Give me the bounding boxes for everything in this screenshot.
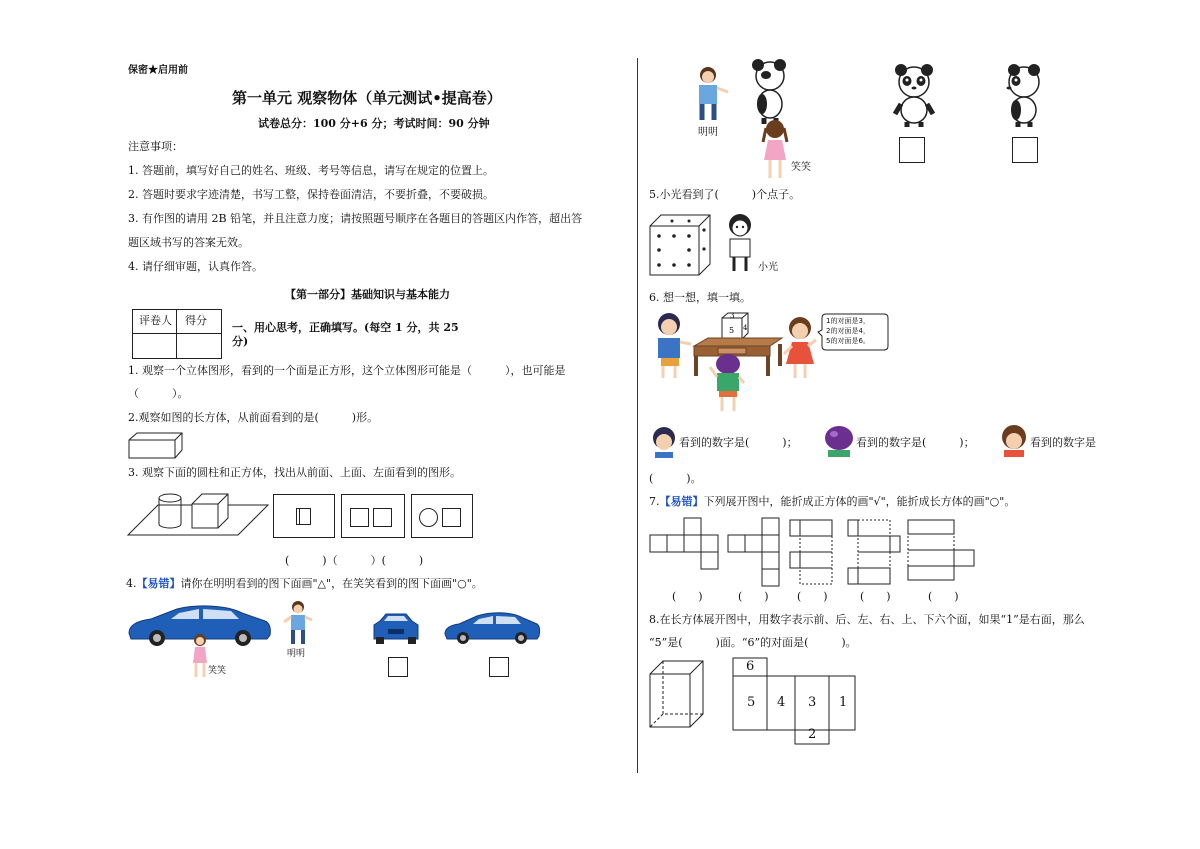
net-face-6: 6: [746, 659, 755, 674]
xiaoxiao-girl-image: [760, 118, 790, 180]
note-item: 4. 请仔细审题，认真作答。: [128, 260, 263, 273]
section1-title-cont: 分): [232, 335, 249, 348]
question-4-number: 4.: [126, 577, 137, 590]
mingming-boy-image: [690, 66, 730, 122]
q6-seen-purple: 看到的数字是( )；: [856, 436, 975, 449]
cuboid-transparent-figure: [649, 660, 705, 728]
answer-box[interactable]: [899, 137, 925, 163]
xiaoxiao-label: 笑笑: [208, 666, 227, 676]
boy-purple-cap-image: [708, 353, 746, 415]
panda-side-image: [1002, 64, 1046, 128]
q7-blank: ( ): [860, 590, 891, 603]
question-7: [649, 494, 1015, 510]
dotted-cube-image: [649, 214, 711, 276]
view-option-3: [411, 494, 473, 538]
net-face-2: 2: [808, 727, 817, 742]
girl-avatar-icon: [998, 424, 1030, 458]
note-item: 题区域书写的答案无效。: [128, 236, 249, 249]
cube-face-top: 3: [730, 312, 735, 320]
net-face-4: 4: [777, 695, 786, 710]
panda-side-image: [748, 60, 790, 126]
exam-info: 试卷总分：100 分+6 分；考试时间：90 分钟: [258, 117, 490, 130]
q6-seen-boy: 看到的数字是( )；: [679, 436, 798, 449]
score-table: [132, 309, 222, 359]
question-7-number: 7.: [649, 495, 660, 508]
mingming-boy-image: [283, 600, 313, 646]
q7-blank: ( ): [738, 590, 769, 603]
answer-box[interactable]: [388, 657, 408, 677]
question-4: [126, 576, 483, 592]
error-prone-tag: 【易错】: [659, 495, 704, 508]
cuboid-figure: [128, 432, 184, 460]
score-table-score: 得分: [185, 314, 207, 327]
xiaoguang-boy-image: [722, 213, 758, 275]
question-8: 8.在长方体展开图中，用数字表示前、后、左、右、上、下六个面，如果“1”是右面，那么: [649, 613, 1085, 626]
question-7-text: 下列展开图中，能折成正方体的画"√"，能折成长方体的画"○"。: [703, 495, 1016, 508]
notes-heading: 注意事项：: [128, 140, 183, 153]
confidential-mark: 保密★启用前: [128, 65, 188, 76]
part1-heading: 【第一部分】基础知识与基本能力: [285, 288, 450, 301]
mingming-label: 明明: [698, 127, 718, 138]
question-8-cont: “5”是( )面。“6”的对面是( )。: [649, 636, 857, 649]
bubble-line: 2的对面是4，: [826, 327, 870, 335]
question-1-cont: （ ）。: [128, 387, 189, 400]
note-item: 3. 有作图的请用 2B 铅笔，并且注意力度；请按照题号顺序在各题目的答题区内作答，超出答: [128, 212, 583, 225]
view-option-2: [341, 494, 405, 538]
question-5: 5.小光看到了( )个点子。: [649, 188, 801, 201]
cylinder-cube-figure: [128, 490, 268, 538]
page-title: 第一单元 观察物体（单元测试•提高卷）: [232, 89, 502, 107]
column-divider: [637, 58, 638, 773]
q6-seen-girl: 看到的数字是: [1030, 436, 1096, 449]
car-front-image: [372, 613, 420, 645]
score-table-reviewer: 评卷人: [139, 314, 172, 327]
speech-bubble-text: [826, 316, 870, 346]
question-3: 3. 观察下面的圆柱和正方体，找出从前面、上面、左面看到的图形。: [128, 466, 461, 479]
boy-avatar-icon: [649, 426, 679, 458]
question-4-text: 请你在明明看到的图下面画"△"，在笑笑看到的图下面画"○"。: [180, 577, 483, 590]
error-prone-tag: 【易错】: [136, 577, 181, 590]
net-face-labels: [733, 658, 857, 744]
note-item: 1. 答题前，填写好自己的姓名、班级、考号等信息，请写在规定的位置上。: [128, 164, 494, 177]
question-1: 1. 观察一个立体图形，看到的一个面是正方形，这个立体图形可能是（ ），也可能是: [128, 364, 566, 377]
panda-front-image: [890, 64, 938, 128]
mingming-label: 明明: [287, 649, 306, 659]
bubble-line: 1的对面是3，: [826, 317, 870, 325]
unfold-nets-figure: [650, 518, 980, 588]
cube-face-right: 4: [743, 324, 748, 332]
xiaoxiao-label: 笑笑: [791, 162, 811, 173]
q7-blank: ( ): [928, 590, 959, 603]
answer-box[interactable]: [489, 657, 509, 677]
girl-red-dress-image: [780, 316, 820, 382]
view-option-1: [273, 494, 335, 538]
bubble-line: 5的对面是6。: [826, 337, 870, 345]
section1-title: 一、用心思考，正确填写。(每空 1 分，共 25: [232, 321, 459, 334]
question-3-blanks: ( )（ ）( ): [285, 554, 424, 567]
cube-face-front: 5: [729, 326, 735, 335]
purple-cap-avatar-icon: [822, 424, 856, 458]
q6-answer-tail: ( )。: [649, 472, 702, 485]
q7-blank: ( ): [797, 590, 828, 603]
net-face-3: 3: [808, 695, 817, 710]
q7-blank: ( ): [672, 590, 703, 603]
answer-box[interactable]: [1012, 137, 1038, 163]
question-6: 6. 想一想，填一填。: [649, 291, 751, 304]
question-2: 2.观察如图的长方体，从前面看到的是( )形。: [128, 411, 379, 424]
boy-blue-image: [649, 312, 693, 382]
xiaoguang-label: 小光: [758, 262, 778, 273]
note-item: 2. 答题时要求字迹清楚，书写工整，保持卷面清洁，不要折叠，不要破损。: [128, 188, 494, 201]
net-face-5: 5: [747, 695, 756, 710]
net-face-1: 1: [839, 695, 848, 710]
car-side-small-image: [443, 612, 541, 646]
